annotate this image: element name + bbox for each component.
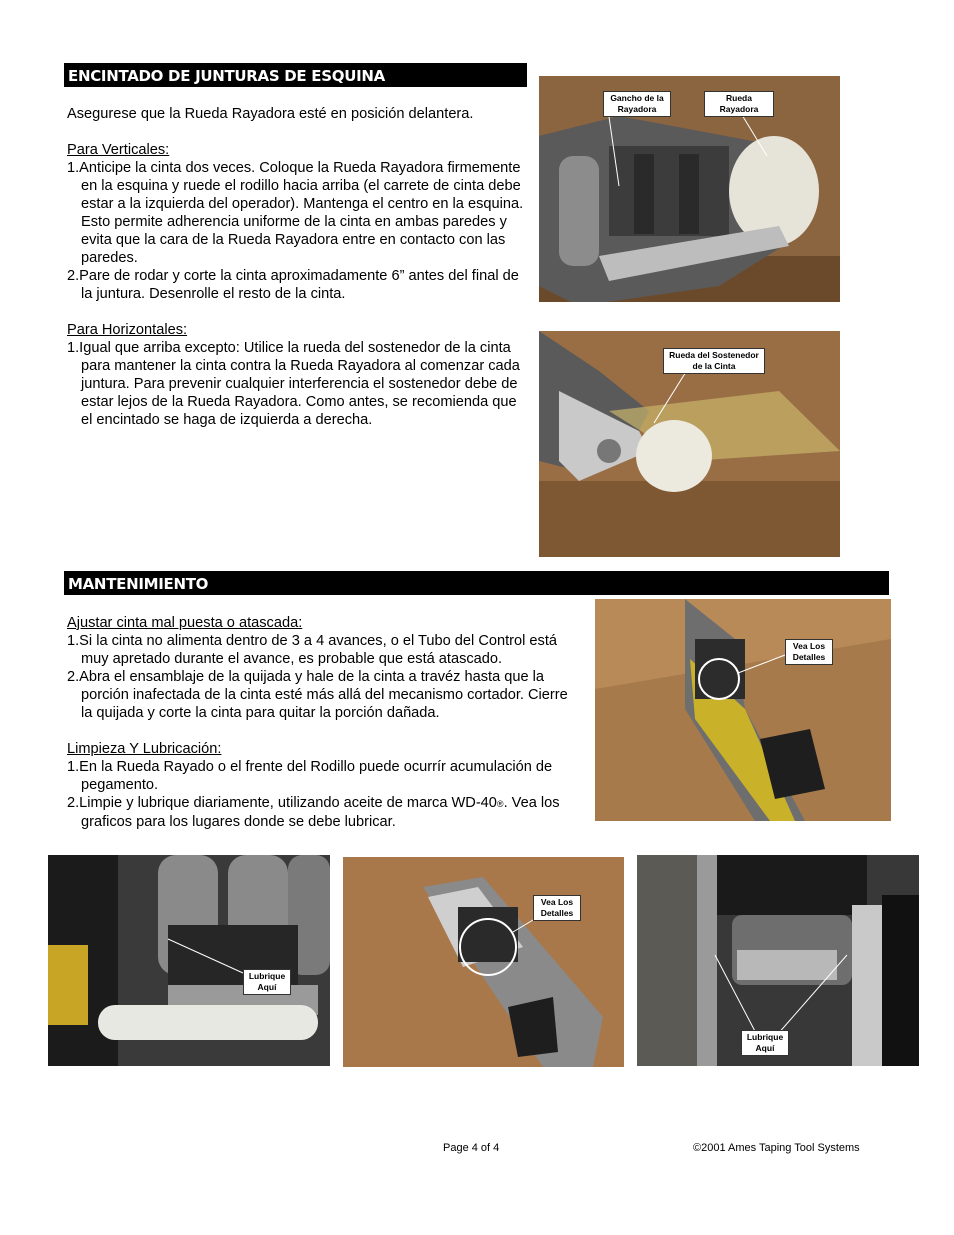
section-title-mantenimiento: MANTENIMIENTO bbox=[64, 571, 889, 595]
verticales-item-1: 1.Anticipe la cinta dos veces. Coloque la Rueda Rayadora firmemente en la esquina y ruede el rodillo hacia arriba (el carrete de cinta debe estar a la izquierda del operador). Mantenga el centro en la esquina. Esto permite adherencia uniforme de la cinta en ambas paredes y evita que la cara de la Rueda Rayadora entre en contacto con las paredes. bbox=[67, 160, 524, 266]
photo-lubrique-1-image bbox=[48, 855, 330, 1066]
photo-taper-detalle-image bbox=[595, 599, 891, 821]
horizontales-heading: Para Horizontales: bbox=[67, 322, 188, 338]
photo-taper-detalle bbox=[595, 599, 891, 821]
limpieza-heading: Limpieza Y Lubricación: bbox=[67, 741, 222, 757]
intro-text: Asegurese que la Rueda Rayadora esté en posición delantera. bbox=[67, 106, 474, 122]
verticales-heading: Para Verticales: bbox=[67, 142, 170, 158]
label-lubrique-1: Lubrique Aquí bbox=[243, 969, 291, 995]
ajustar-heading: Ajustar cinta mal puesta o atascada: bbox=[67, 615, 303, 631]
ajustar-item-1: 1.Si la cinta no alimenta dentro de 3 a 4 avances, o el Tubo del Control está muy apretado durante el avance, es probable que está atascado. bbox=[67, 633, 558, 667]
verticales-item-2: 2.Pare de rodar y corte la cinta aproximadamente 6” antes del final de la juntura. Desenrolle el resto de la cinta. bbox=[67, 268, 519, 302]
section-title-encintado: ENCINTADO DE JUNTURAS DE ESQUINA bbox=[64, 63, 527, 87]
ajustar-item-2: 2.Abra el ensamblaje de la quijada y hale de la cinta a travéz hasta que la porción inafectada de la cinta esté más allá del mecanismo cortador. Cierre la quijada y corte la cinta para quitar la porción dañada. bbox=[67, 669, 568, 721]
limpieza-item-1: 1.En la Rueda Rayado o el frente del Rodillo puede ocurrír acumulación de pegamento. bbox=[67, 759, 553, 793]
photo-lubrique-1 bbox=[48, 855, 330, 1066]
label-rueda-sostenedor: Rueda del Sostenedor de la Cinta bbox=[663, 348, 765, 374]
section2-text bbox=[67, 614, 582, 831]
photo-lubrique-2 bbox=[637, 855, 919, 1066]
label-vea-detalles-1: Vea Los Detalles bbox=[785, 639, 833, 665]
footer-page: Page 4 of 4 bbox=[443, 1142, 500, 1154]
horizontales-item-1: 1.Igual que arriba excepto: Utilice la rueda del sostenedor de la cinta para mantener la cinta contra la Rueda Rayadora al comenzar cada juntura. Para prevenir cualquier interferencia el sostenedor debe de estar lejos de la Rueda Rayadora. Como antes, se recomienda que el encintado se haga de izquierda a derecha. bbox=[67, 340, 520, 428]
limpieza-item-2: 2.Limpie y lubrique diariamente, utilizando aceite de marca WD-40®. Vea los graficos para los lugares donde se debe lubricar. bbox=[67, 795, 560, 830]
label-lubrique-2: Lubrique Aquí bbox=[741, 1030, 789, 1056]
section1-text bbox=[67, 105, 532, 429]
photo-rayadora bbox=[539, 76, 840, 302]
photo-rayadora-image bbox=[539, 76, 840, 302]
label-gancho: Gancho de la Rayadora bbox=[603, 91, 671, 117]
label-rueda-rayadora: Rueda Rayadora bbox=[704, 91, 774, 117]
photo-taper-detalle-2-image bbox=[343, 857, 624, 1067]
label-vea-detalles-2: Vea Los Detalles bbox=[533, 895, 581, 921]
footer-copyright: ©2001 Ames Taping Tool Systems bbox=[693, 1142, 860, 1154]
photo-sostenedor bbox=[539, 331, 840, 557]
photo-taper-detalle-2 bbox=[343, 857, 624, 1067]
